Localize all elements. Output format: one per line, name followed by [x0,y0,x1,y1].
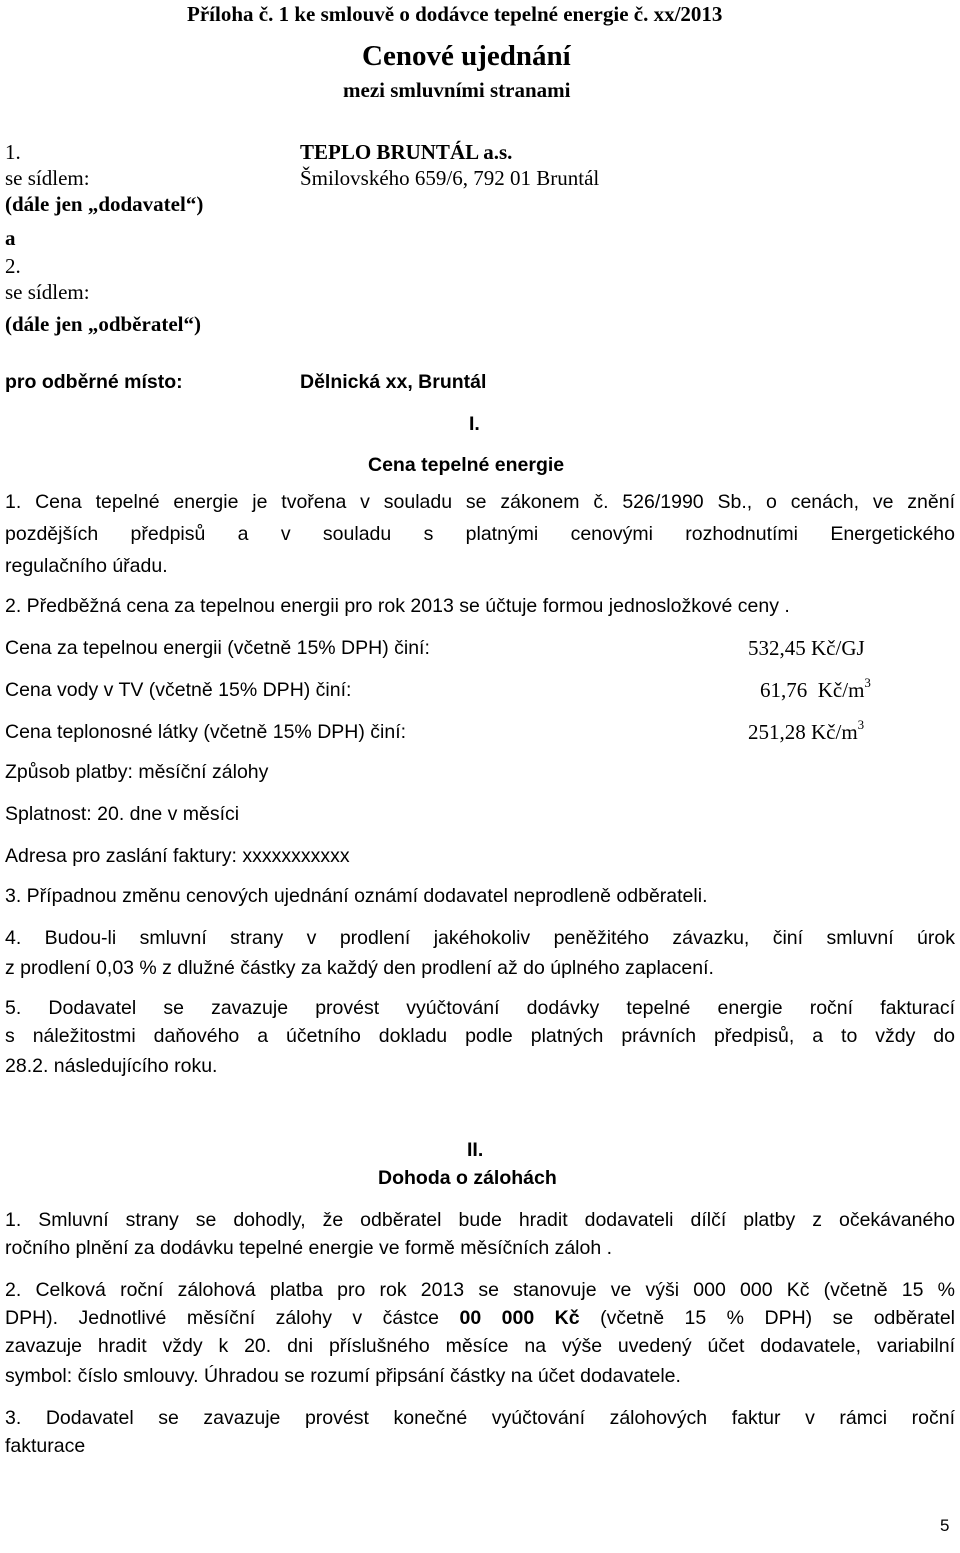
party1-seat: Šmilovského 659/6, 792 01 Bruntál [300,166,600,190]
payment-method: Způsob platby: měsíční zálohy [5,761,269,783]
party1-name: TEPLO BRUNTÁL a.s. [300,140,513,164]
section1-para4-line2: z prodlení 0,03 % z dlužné částky za každý den prodlení až do úplného zaplacení. [5,957,714,979]
party1-number: 1. [5,140,21,164]
section2-heading: Dohoda o zálohách [378,1167,557,1189]
price-row-label: Cena za tepelnou energii (včetně 15% DPH) činí: [5,637,430,659]
section1-para4-line1: 4. Budou-li smluvní strany v prodlení jakéhokoliv peněžitého závazku, činí smluvní úrok [5,927,955,949]
page-number: 5 [940,1516,950,1535]
monthly-advance-amount: 00 000 Kč [459,1307,580,1329]
party2-seat-label: se sídlem: [5,280,90,304]
section1-para1-line1: 1. Cena tepelné energie je tvořena v souladu se zákonem č. 526/1990 Sb., o cenách, ve znění [5,491,955,513]
price-row-label: Cena teplonosné látky (včetně 15% DPH) činí: [5,721,407,743]
section1-numeral: I. [469,413,480,435]
document-subtitle: mezi smluvními stranami [343,78,571,102]
section1-para5-line2: s náležitostmi daňového a účetního dokladu podle platných právních předpisů, a to vždy do [5,1025,955,1047]
section2-para2-line1: 2. Celková roční zálohová platba pro rok 2013 se stanovuje ve výši 000 000 Kč (včetně 15 % [5,1279,955,1301]
section2-para2-line3: zavazuje hradit vždy k 20. dni příslušného měsíce na výše uvedený účet dodavatele, variabilní [5,1335,955,1357]
section1-heading: Cena tepelné energie [368,454,565,476]
party2-alias: (dále jen „odběratel“) [5,312,201,336]
section2-numeral: II. [467,1139,484,1161]
section2-para3-line1: 3. Dodavatel se zavazuje provést konečné vyúčtování zálohových faktur v rámci roční [5,1407,955,1429]
section1-para1-line2: pozdějších předpisů a v souladu s platnými cenovými rozhodnutími Energetického [5,523,955,545]
annex-title: Příloha č. 1 ke smlouvě o dodávce tepelné energie č. xx/2013 [187,2,723,26]
section1-para5-line3: 28.2. následujícího roku. [5,1055,218,1077]
price-row-label: Cena vody v TV (včetně 15% DPH) činí: [5,679,352,701]
section2-para2-line4: symbol: číslo smlouvy. Úhradou se rozumí připsání částky na účet dodavatele. [5,1365,681,1387]
section1-para3: 3. Případnou změnu cenových ujednání oznámí dodavatel neprodleně odběrateli. [5,885,708,907]
section1-para1-line3: regulačního úřadu. [5,555,168,577]
party2-number: 2. [5,254,21,278]
invoice-address: Adresa pro zaslání faktury: xxxxxxxxxxx [5,845,350,867]
price-row-value: 251,28 $Kč/m^3$ [748,717,865,744]
section1-para2: 2. Předběžná cena za tepelnou energii pro rok 2013 se účtuje formou jednosložkové ceny . [5,595,790,617]
section1-para5-line1: 5. Dodavatel se zavazuje provést vyúčtování dodávky tepelné energie roční fakturací [5,997,955,1019]
consumption-place-label: pro odběrné místo: [5,371,183,393]
section2-para3-line2: fakturace [5,1435,86,1457]
price-row-value: 61,76 $Kč/m^3$ [760,675,871,702]
consumption-place: Dělnická xx, Bruntál [300,371,487,393]
due-date: Splatnost: 20. dne v měsíci [5,803,240,825]
party1-alias: (dále jen „dodavatel“) [5,192,204,216]
section2-para1-line1: 1. Smluvní strany se dohodly, že odběratel bude hradit dodavateli dílčí platby z očekávaného [5,1209,955,1231]
document-title: Cenové ujednání [362,40,571,72]
price-row-value: 532,45 Kč/GJ [748,636,865,660]
conjunction-and: a [5,226,16,250]
party1-seat-label: se sídlem: [5,166,90,190]
section2-para2-line2: DPH). Jednotlivé měsíční zálohy v částce 00 000 Kč (včetně 15 % DPH) se odběratel [5,1307,955,1329]
section2-para1-line2: ročního plnění za dodávku tepelné energie ve formě měsíčních záloh . [5,1237,613,1259]
